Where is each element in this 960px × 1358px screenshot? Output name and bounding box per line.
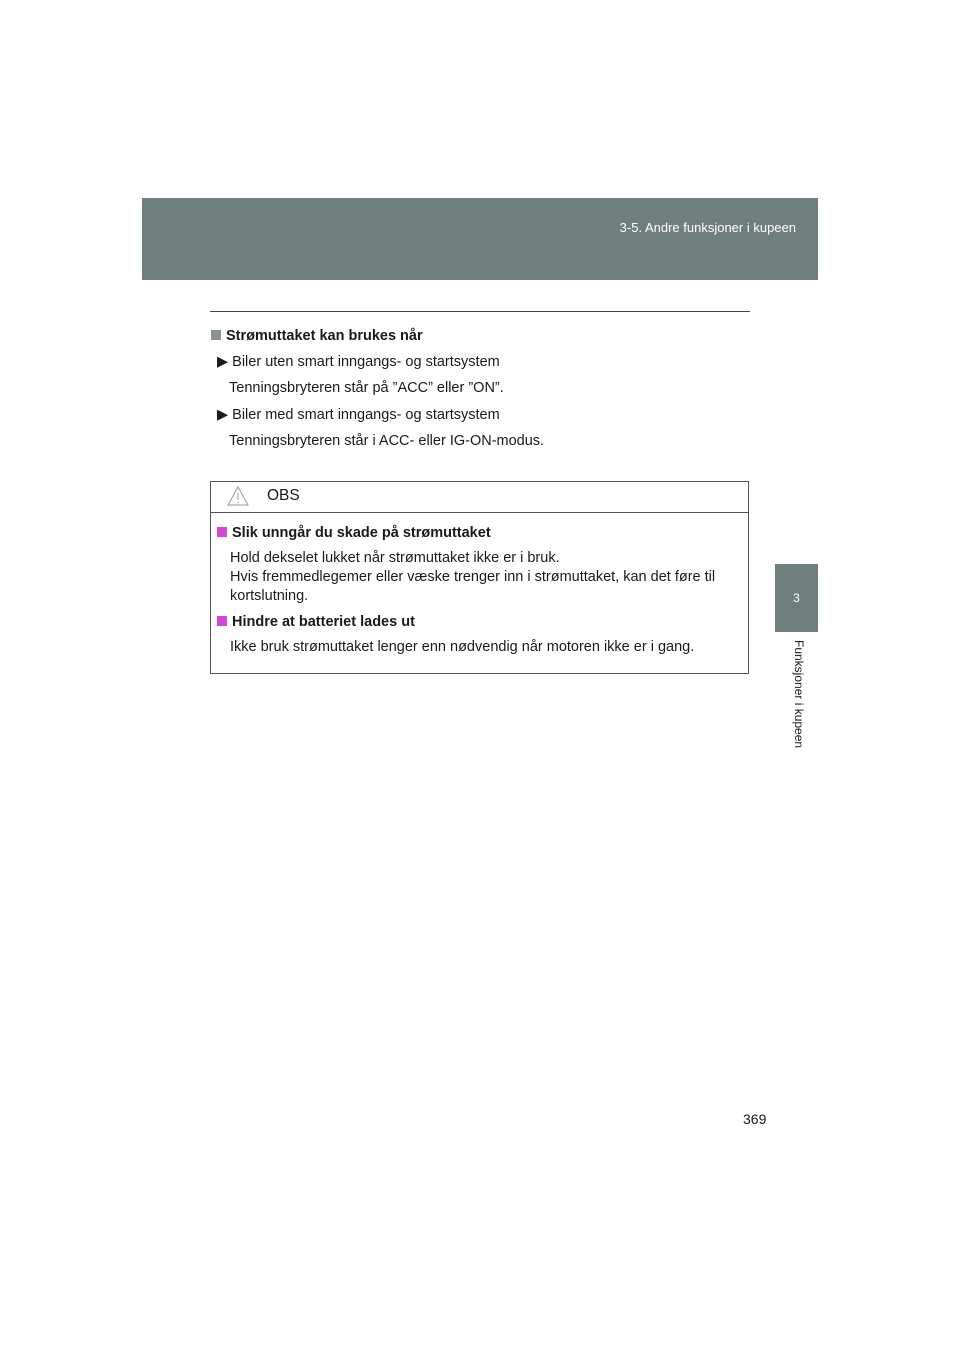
square-bullet-icon <box>217 616 227 626</box>
triangle-bullet-icon: ▶ <box>217 407 229 423</box>
notice-section-heading-text: Hindre at batteriet lades ut <box>232 614 415 630</box>
page-number: 369 <box>743 1111 767 1127</box>
notice-header <box>211 482 748 513</box>
notice-box <box>210 481 749 674</box>
list-item-detail: Tenningsbryteren står i ACC- eller IG-ON-modus. <box>229 433 545 449</box>
notice-section-heading-text: Slik unngår du skade på strømuttaket <box>232 525 491 541</box>
section-title: 3-5. Andre funksjoner i kupeen <box>619 220 796 235</box>
list-item-text: Biler med smart inngangs- og startsystem <box>232 407 500 423</box>
list-item-detail: Tenningsbryteren står på ”ACC” eller ”ON”. <box>229 380 504 396</box>
chapter-number: 3 <box>793 591 800 605</box>
notice-section-text <box>217 638 742 657</box>
square-bullet-icon <box>217 527 227 537</box>
warning-triangle-icon <box>227 486 249 511</box>
notice-section-heading <box>217 614 742 638</box>
square-bullet-icon <box>211 330 221 340</box>
side-tab-spacer <box>775 280 818 564</box>
notice-section-text <box>217 549 742 606</box>
notice-section-heading <box>217 525 742 549</box>
triangle-bullet-icon: ▶ <box>217 354 229 370</box>
chapter-label: Funksjoner i kupeen <box>792 640 806 749</box>
chapter-tab <box>775 564 818 632</box>
notice-line: Hvis fremmedlegemer eller væske trenger inn i strømuttaket, kan det føre til kortslutning. <box>230 569 716 604</box>
info-heading <box>211 328 751 350</box>
notice-title: OBS <box>267 487 300 504</box>
info-heading-text: Strømuttaket kan brukes når <box>226 328 423 344</box>
notice-line: Hold dekselet lukket når strømuttaket ikke er i bruk. <box>230 550 560 566</box>
list-item-text: Biler uten smart inngangs- og startsystem <box>232 354 500 370</box>
header-band <box>142 198 818 280</box>
list-item <box>211 403 751 428</box>
notice-line: Ikke bruk strømuttaket lenger enn nødvendig når motoren ikke er i gang. <box>230 639 695 655</box>
notice-body <box>211 513 748 657</box>
list-item <box>211 350 751 375</box>
info-section <box>211 328 751 456</box>
divider-rule <box>210 311 750 312</box>
